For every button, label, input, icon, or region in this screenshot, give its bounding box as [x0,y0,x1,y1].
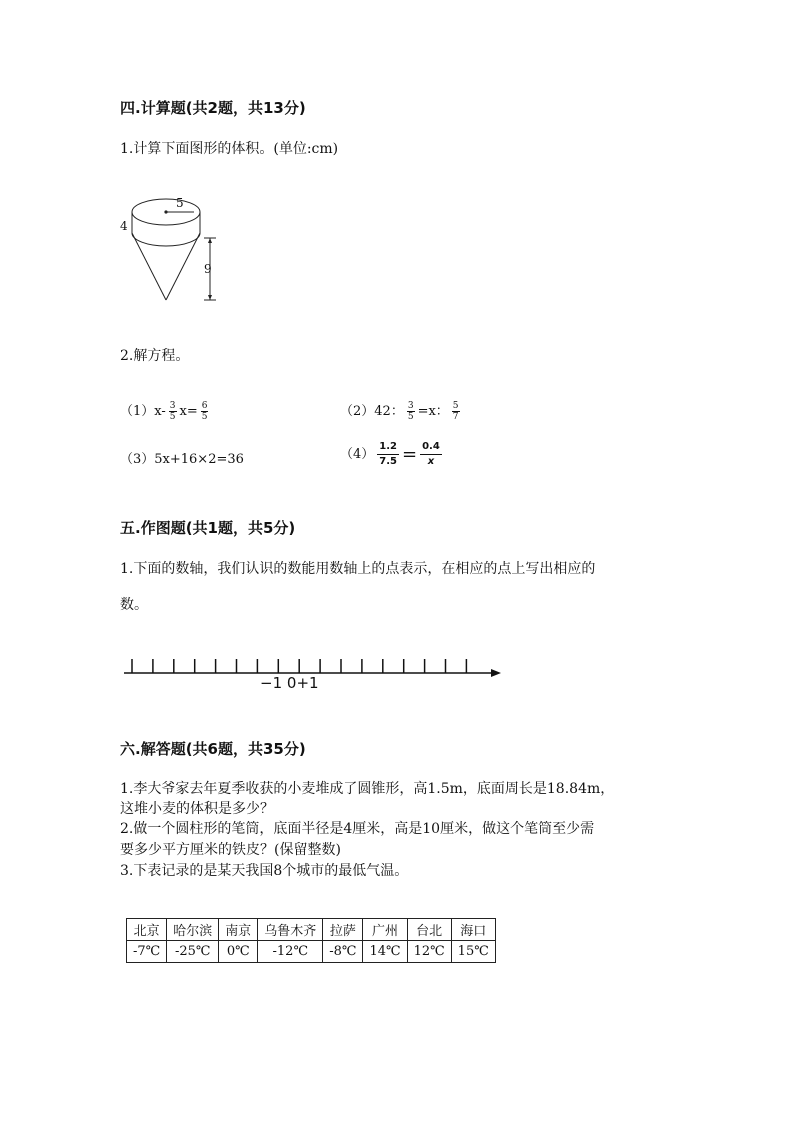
equation-1 [120,400,211,422]
eq4-fraction-b [420,440,442,469]
table-cell: 0℃ [219,941,258,963]
table-cell: -7℃ [127,941,167,963]
table-header-cell: 拉萨 [323,919,363,941]
table-header-cell: 台北 [407,919,451,941]
axis-arrow [491,669,501,677]
cone-height-label: 9 [204,262,212,276]
eq1-fraction-b-num: 6 [201,401,208,411]
eq1-fraction-a [169,401,177,422]
eq4-mid: = [402,444,418,465]
eq2-mid: =x： [417,404,449,419]
table-header-cell: 广州 [363,919,407,941]
eq1-fraction-a-den: 5 [169,412,176,422]
eq2-fraction-b [452,401,460,422]
eq4-fraction-a-den: 7.5 [379,456,397,467]
axis-label-neg-one: −1 [260,674,283,692]
table-cell: -25℃ [167,941,219,963]
section6-question1-line2: 这堆小麦的体积是多少？ [120,801,274,817]
section5-heading: 五.作图题(共1题，共5分) [120,519,296,537]
section6-question2-line1: 2.做一个圆柱形的笔筒，底面半径是4厘米，高是10厘米，做这个笔筒至少需 [120,821,595,837]
eq2-fraction-b-den: 7 [452,412,459,422]
table-header-cell: 北京 [127,919,167,941]
eq2-label: （2）42： [340,404,404,419]
cylinder-bottom-arc [132,233,200,246]
eq4-label: （4） [340,447,375,462]
eq1-label: （1）x- [120,404,166,419]
eq4-fraction-a [377,440,399,469]
section6-question3: 3.下表记录的是某天我国8个城市的最低气温。 [120,863,409,879]
section6-question1-line1: 1.李大爷家去年夏季收获的小麦堆成了圆锥形，高1.5m，底面周长是18.84m， [120,781,615,797]
cone-right-edge [166,233,200,300]
axis-label-zero: 0 [286,674,297,692]
eq1-fraction-b-den: 5 [201,412,208,422]
eq4-fraction-a-num: 1.2 [377,440,399,455]
section6-question2-line2: 要多少平方厘米的铁皮？(保留整数) [120,842,341,858]
axis-labels [260,674,319,692]
eq2-fraction-a-num: 3 [407,401,414,411]
radius-label: 5 [176,196,184,210]
equation-4 [340,440,445,469]
table-header-cell: 南京 [219,919,258,941]
table-row [127,941,496,963]
temperature-table [126,918,496,963]
eq4-fraction-b-num: 0.4 [420,440,442,455]
cylinder-cone-figure [116,186,226,306]
table-cell: -8℃ [323,941,363,963]
table-cell: 12℃ [407,941,451,963]
eq1-mid: x= [179,404,198,419]
table-header-cell: 乌鲁木齐 [258,919,323,941]
eq2-fraction-a-den: 5 [407,412,414,422]
equation-2 [340,400,463,422]
table-header-cell: 海口 [451,919,495,941]
section4-heading: 四.计算题(共2题，共13分) [120,99,306,117]
eq1-fraction-a-num: 3 [169,401,176,411]
section4-question1: 1.计算下面图形的体积。(单位:cm) [120,141,339,157]
section4-question2: 2.解方程。 [120,348,190,364]
table-cell: 15℃ [451,941,495,963]
section6-heading: 六.解答题(共6题，共35分) [120,740,306,758]
height-arrow-up [208,238,212,243]
cone-left-edge [132,233,166,300]
eq2-fraction-b-num: 5 [452,401,459,411]
table-header-cell: 哈尔滨 [167,919,219,941]
eq1-fraction-b [201,401,209,422]
section5-question1-line1: 1.下面的数轴，我们认识的数能用数轴上的点表示，在相应的点上写出相应的 [120,561,596,577]
eq2-fraction-a [407,401,415,422]
height-arrow-down [208,295,212,300]
table-cell: -12℃ [258,941,323,963]
table-cell: 14℃ [363,941,407,963]
equation-3: （3）5x+16×2=36 [120,452,244,467]
section5-question1-line2: 数。 [120,597,148,613]
table-row [127,919,496,941]
eq4-fraction-b-den: x [427,456,435,467]
cylinder-height-label: 4 [120,219,128,233]
axis-label-pos-one: +1 [296,674,319,692]
